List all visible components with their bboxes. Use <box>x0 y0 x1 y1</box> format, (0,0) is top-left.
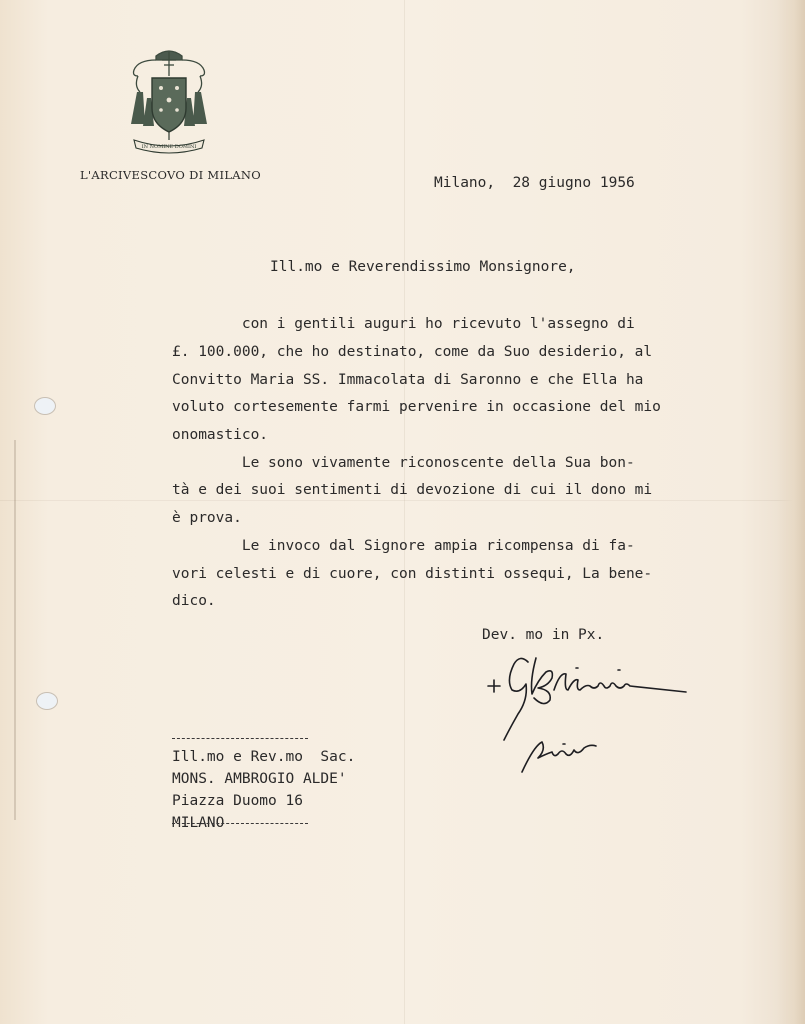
body-line: voluto cortesemente farmi pervenire in occasione del mio <box>172 399 661 415</box>
paper-edge <box>777 0 805 1024</box>
fold-line <box>404 0 405 1024</box>
body-line: Le invoco dal Signore ampia ricompensa di fa- <box>172 538 635 554</box>
body-line: Le sono vivamente riconoscente della Sua bon- <box>172 455 635 471</box>
body-line: con i gentili auguri ho ricevuto l'assegno di <box>172 316 635 332</box>
fold-line <box>0 500 805 501</box>
recipient-line: Piazza Duomo 16 <box>172 793 303 809</box>
recipient-line: MONS. AMBROGIO ALDE' <box>172 771 347 787</box>
body-line: £. 100.000, che ho destinato, come da Suo desiderio, al <box>172 344 653 360</box>
body-line: vori celesti e di cuore, con distinti ossequi, La bene- <box>172 566 653 582</box>
address-divider <box>172 823 308 824</box>
body-line: è prova. <box>172 510 242 526</box>
body-line: tà e dei suoi sentimenti di devozione di cui il dono mi <box>172 482 653 498</box>
letterhead-title: L'ARCIVESCOVO DI MILANO <box>80 168 261 182</box>
body-line: Convitto Maria SS. Immacolata di Saronno e che Ella ha <box>172 372 644 388</box>
salutation: Ill.mo e Reverendissimo Monsignore, <box>270 259 576 275</box>
recipient-city: MILANO <box>172 815 225 831</box>
closing: Dev. mo in Px. <box>482 627 605 643</box>
binding-edge <box>14 440 16 820</box>
punch-hole <box>36 692 58 710</box>
recipient-line: Ill.mo e Rev.mo Sac. <box>172 749 356 765</box>
body-line: onomastico. <box>172 427 269 443</box>
archbishop-coat-of-arms-icon <box>128 46 210 156</box>
address-divider <box>172 738 308 739</box>
punch-hole <box>34 397 56 415</box>
letter-date: Milano, 28 giugno 1956 <box>434 175 635 191</box>
body-line: dico. <box>172 593 216 609</box>
crest-motto: IN NOMINE DOMINI <box>141 144 197 150</box>
handwritten-signature <box>480 650 690 780</box>
